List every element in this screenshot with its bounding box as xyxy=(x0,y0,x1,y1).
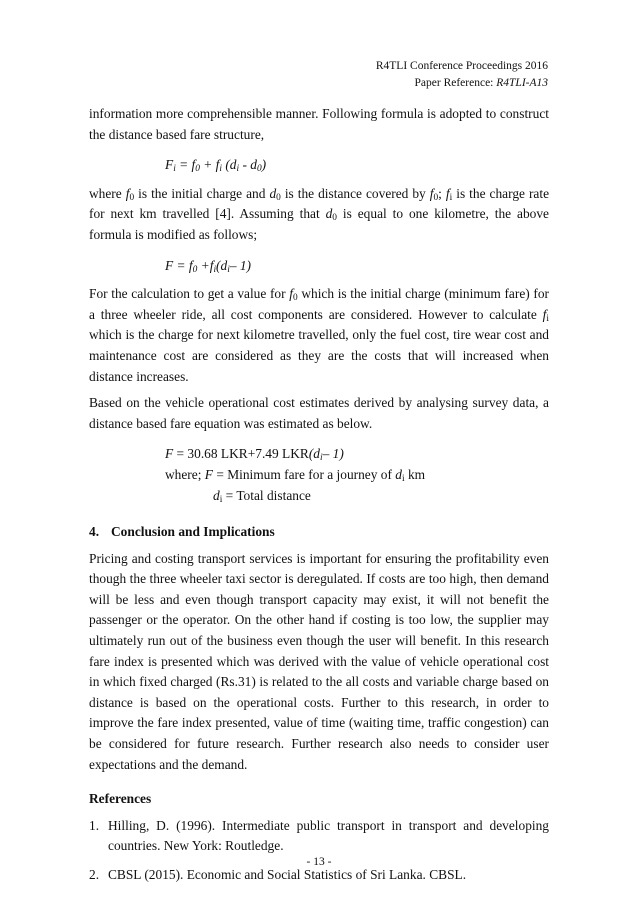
page-number: - 13 - xyxy=(306,856,332,868)
reference-item: 2. CBSL (2015). Economic and Social Statistics of Sri Lanka. CBSL. xyxy=(89,867,467,882)
equation-estimated-fare: F = 30.68 LKR+7.49 $LKR(d_i-$ 1) where; F = Minimum fare for a journey of $d_i$ km $d_i$ = Total distance xyxy=(165,446,426,505)
equation-modified: $F = f_0 +f_i(d_i-$ 1) xyxy=(165,257,252,275)
header-conference: R4TLI Conference Proceedings 2016 xyxy=(375,60,548,72)
references-list xyxy=(89,816,549,886)
header-paper-reference: Paper Reference: R4TLI-A13 xyxy=(414,77,548,89)
reference-item: 1. Hilling, D. (1996). Intermediate public transport in transport and developing countries. New York: Routledge. xyxy=(89,817,549,854)
paragraph-estimate: Based on the vehicle operational cost estimates derived by analysing survey data, a distance based fare equation was estimated as below. xyxy=(89,395,549,431)
equation-fare-structure: $F_i = f_0 + f_i$ $(d_i - d_0)$ xyxy=(165,157,267,175)
paragraph-intro: information more comprehensible manner. Following formula is adopted to construct the distance based fare structure, xyxy=(89,106,549,142)
references-heading: References xyxy=(89,791,152,807)
paragraph-variable-definitions: where $f_0$ is the initial charge and $d_0$ is the distance covered by $f_0$; $f_i$ is the charge rate for next km travelled [4]. Assuming that $d_0$ is equal to one kilometre, the above formula is modified as follows; xyxy=(89,185,550,242)
main-content xyxy=(89,104,549,886)
running-header xyxy=(376,58,548,92)
paragraph-conclusion: Pricing and costing transport services is important for ensuring the profitability even though the three wheeler taxi sector is deregulated. If costs are too high, then demand will be less and even though transport capacity may exist, it will not benefit the passenger or the operator. On the other hand if costing is too low, the supplier may ultimately run out of the business even though the user will benefit. In this research fare index is presented which was derived with the value of vehicle operational cost in which fixed charged (Rs.31) is related to the all costs and variable charge based on distance is based on the operational costs. Further to this research, in order to improve the fare index presented, value of time (waiting time, traffic congestion) can be considered for future research. Further research also needs to consider user expectations and the demand. xyxy=(89,550,549,772)
section-heading-conclusion: 4. Conclusion and Implications xyxy=(89,524,275,540)
paragraph-calculation: For the calculation to get a value for $f_0$ which is the initial charge (minimum fare) for a three wheeler ride, all cost components are considered. However to calculate $f_i$ which is the charge for next kilometre travelled, only the fuel cost, tire wear cost and maintenance cost are considered as they are the costs that will increased when distance increases. xyxy=(89,286,549,384)
